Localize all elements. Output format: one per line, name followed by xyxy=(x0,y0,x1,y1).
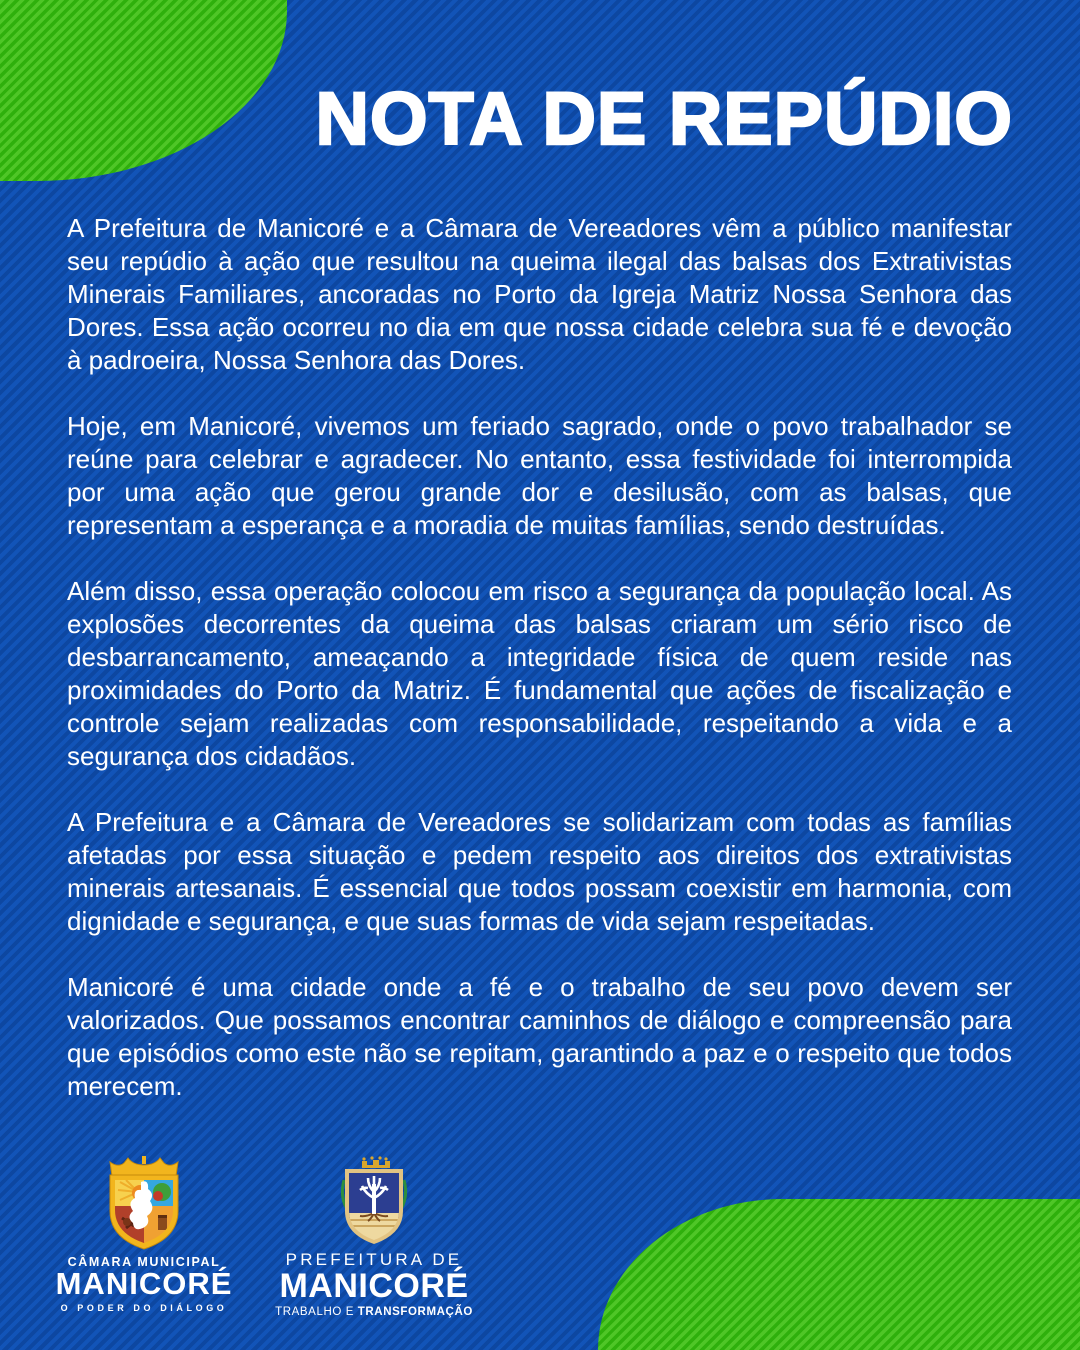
page-title: NOTA DE REPÚDIO xyxy=(315,77,1013,160)
camara-crest-icon xyxy=(100,1156,188,1250)
prefeitura-name: MANICORÉ xyxy=(279,1267,469,1305)
prefeitura-crest-icon xyxy=(328,1156,420,1246)
prefeitura-tagline-bold: TRANSFORMAÇÃO xyxy=(357,1306,473,1318)
green-corner-bottom-right xyxy=(598,1199,1080,1350)
prefeitura-tagline xyxy=(275,1306,473,1318)
camara-tagline: O PODER DO DIÁLOGO xyxy=(60,1303,228,1313)
camara-logo xyxy=(52,1156,236,1313)
prefeitura-logo xyxy=(272,1156,476,1318)
statement-body xyxy=(67,212,1012,1136)
camara-title-small: CÂMARA MUNICIPAL xyxy=(67,1255,221,1269)
statement-paragraph: A Prefeitura de Manicoré e a Câmara de Vereadores vêm a público manifestar seu repúdio à ação que resultou na queima ilegal das balsas dos Extrativistas Minerais Familiares, ancoradas no Porto da Igreja Matriz Nossa Senhora das Dores. Essa ação ocorreu no dia em que nossa cidade celebra sua fé e devoção à padroeira, Nossa Senhora das Dores. xyxy=(67,213,1012,375)
prefeitura-tagline-regular: TRABALHO E xyxy=(275,1306,354,1318)
green-corner-top-left xyxy=(0,0,287,181)
prefeitura-title-small: PREFEITURA DE xyxy=(285,1250,463,1269)
statement-paragraph: Hoje, em Manicoré, vivemos um feriado sagrado, onde o povo trabalhador se reúne para celebrar e agradecer. No entanto, essa festividade foi interrompida por uma ação que gerou grande dor e desilusão, com as balsas, que representam a esperança e a moradia de muitas famílias, sendo destruídas. xyxy=(67,411,1012,540)
statement-paragraph: Além disso, essa operação colocou em risco a segurança da população local. As explosões decorrentes da queima das balsas criaram um sério risco de desbarrancamento, ameaçando a integridade física de quem reside nas proximidades do Porto da Matriz. É fundamental que ações de fiscalização e controle sejam realizadas com responsabilidade, respeitando a vida e a segurança dos cidadãos. xyxy=(67,576,1012,771)
statement-paragraph: A Prefeitura e a Câmara de Vereadores se solidarizam com todas as famílias afetadas por essa situação e pedem respeito aos direitos dos extrativistas minerais artesanais. É essencial que todos possam coexistir em harmonia, com dignidade e segurança, e que suas formas de vida sejam respeitadas. xyxy=(67,807,1012,936)
statement-paragraph: Manicoré é uma cidade onde a fé e o trabalho de seu povo devem ser valorizados. Que possamos encontrar caminhos de diálogo e compreensão para que episódios como este não se repitam, garantindo a paz e o respeito que todos merecem. xyxy=(67,972,1012,1101)
footer-logos xyxy=(52,1156,476,1318)
camara-name: MANICORÉ xyxy=(55,1266,233,1301)
